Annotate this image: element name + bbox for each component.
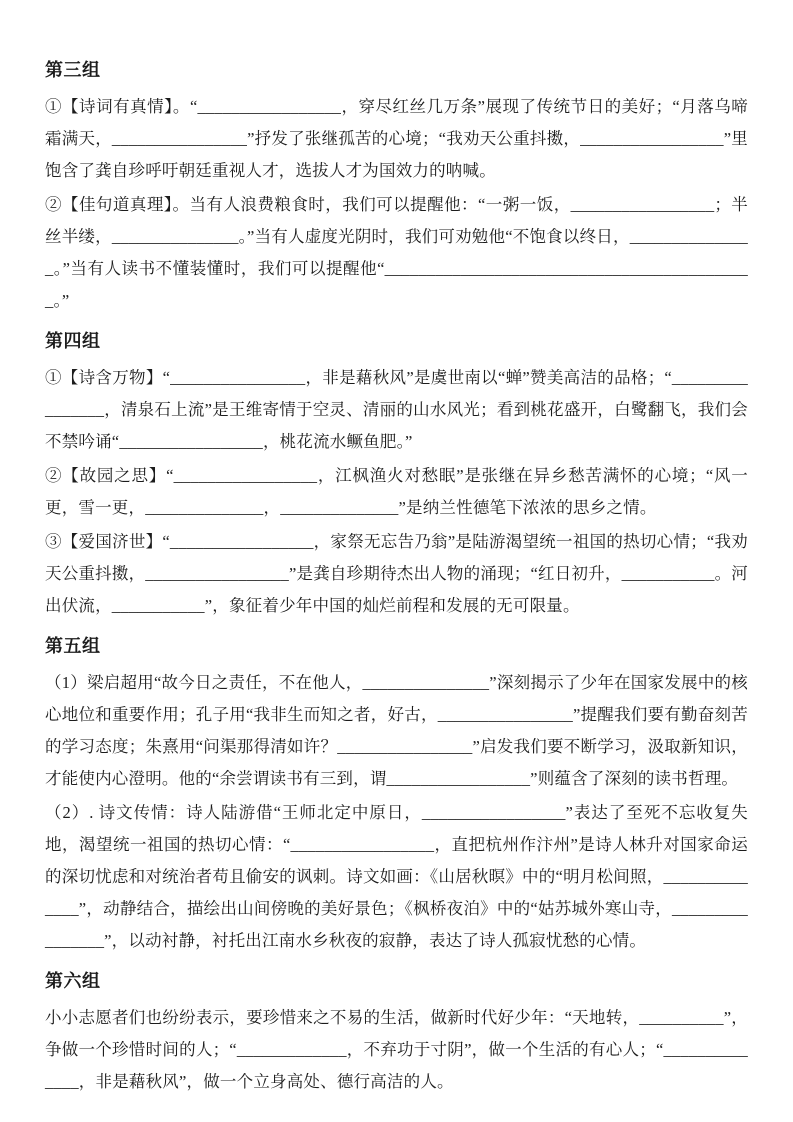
- question-paragraph-poetry-conveys-feeling: （2）. 诗文传情：诗人陆游借“王师北定中原日，_________________”表达了至死不忘收复失地，渴望统一祖国的热切心情：“_________________，直把杭州作汴州”是诗人林升对国家命运的深切忧虑和对统治者苟且偷安的讽刺。诗文如画：《山居秋暝》中的“明月松间照，______________”，动静结合，描绘出山间傍晚的美好景色；《枫桥夜泊》中的“姑苏城外寒山寺，________________”，以动衬静，衬托出江南水乡秋夜的寂静，表达了诗人孤寂忧愁的心情。: [45, 803, 748, 950]
- section-group-6: [45, 969, 748, 1098]
- question-paragraph-homeland-longing: ②【故园之思】“_________________，江枫渔火对愁眠”是张继在异乡愁苦满怀的心境；“风一更，雪一更，______________，______________”是纳兰性德笔下浓浓的思乡之情。: [45, 466, 748, 517]
- question-paragraph-patriotism: ③【爱国济世】“_________________，家祭无忘告乃翁”是陆游渴望统一祖国的热切心情；“我劝天公重抖擞，_________________”是龚自珍期待杰出人物的涌现；“红日初升，___________。河出伏流，___________”，象征着少年中国的灿烂前程和发展的无可限量。: [45, 532, 748, 615]
- section-heading-group-6: 第六组: [45, 971, 101, 991]
- section-heading-group-5: 第五组: [45, 636, 101, 656]
- question-paragraph-young-volunteers: 小小志愿者们也纷纷表示，要珍惜来之不易的生活，做新时代好少年：“天地转，__________”，争做一个珍惜时间的人；“_____________，不弃功于寸阴”，做一个生活的有心人；“______________，非是藉秋风”，做一个立身高处、德行高洁的人。: [45, 1008, 748, 1091]
- question-paragraph-poetry-of-things: ①【诗含万物】“________________，非是藉秋风”是虞世南以“蝉”赞美高洁的品格；“________________，清泉石上流”是王维寄情于空灵、清丽的山水风光；看到桃花盛开，白鹭翻飞，我们会不禁吟诵“_________________，桃花流水鳜鱼肥。”: [45, 368, 748, 451]
- section-group-5: [45, 634, 748, 957]
- section-heading-group-3: 第三组: [45, 60, 101, 80]
- section-group-3: [45, 58, 748, 317]
- question-paragraph-good-sentences: ②【佳句道真理】。当有人浪费粮食时，我们可以提醒他：“一粥一饭，_________________；半丝半缕，_______________。”当有人虚度光阴时，我们可劝勉他“不饱食以终日，_______________。”当有人读书不懂装懂时，我们可以提醒他“____________________________________________。”: [45, 195, 748, 310]
- question-paragraph-study-attitude: （1）梁启超用“故今日之责任，不在他人，_______________”深刻揭示了少年在国家发展中的核心地位和重要作用；孔子用“我非生而知之者，好古，________________”提醒我们要有勤奋刻苦的学习态度；朱熹用“问渠那得清如许？________________”启发我们要不断学习，汲取新知识，才能使内心澄明。他的“余尝谓读书有三到，谓_________________”则蕴含了深刻的读书哲理。: [45, 673, 748, 788]
- question-paragraph-poetry-feelings: ①【诗词有真情】。“_________________，穿尽红丝几万条”展现了传统节日的美好；“月落乌啼霜满天，________________”抒发了张继孤苦的心境；“我劝天公重抖擞，_________________”里饱含了龚自珍呼吁朝廷重视人才，选拔人才为国效力的呐喊。: [45, 97, 748, 180]
- section-group-4: [45, 329, 748, 622]
- section-heading-group-4: 第四组: [45, 331, 101, 351]
